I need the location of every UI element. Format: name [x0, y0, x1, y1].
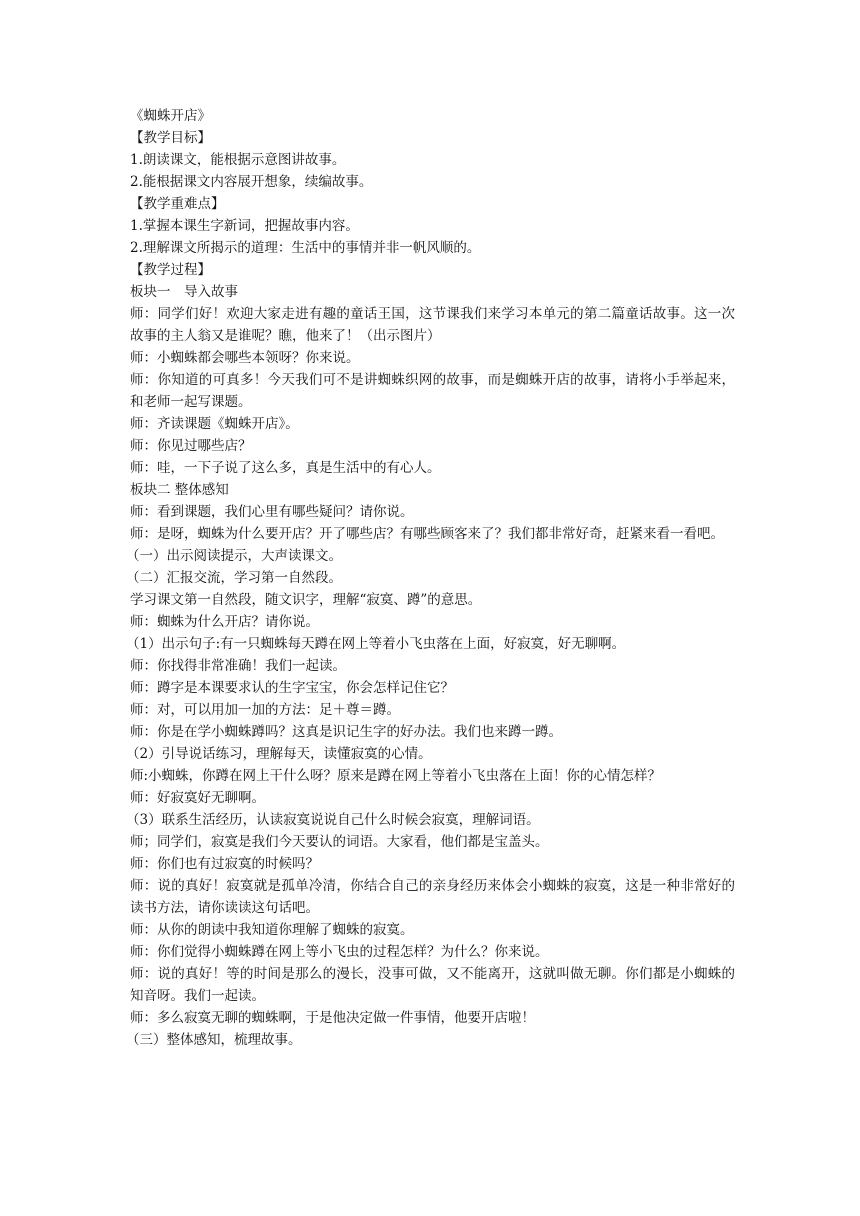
paragraph: 师：对，可以用加一加的方法：足＋尊＝蹲。	[130, 702, 400, 718]
paragraph: 师：好寂寞好无聊啊。	[130, 790, 265, 806]
paragraph: 师：你们也有过寂寞的时候吗？	[130, 856, 319, 872]
document-title: 《蜘蛛开店》	[130, 108, 211, 124]
paragraph: 师：你找得非常准确！我们一起读。	[130, 658, 346, 674]
section-heading-objectives: 【教学目标】	[130, 130, 211, 146]
paragraph: 师：说的真好！寂寞就是孤单冷清，你结合自己的亲身经历来体会小蜘蛛的寂寞，这是一种非常好的读书方法，请你读读这句话吧。	[130, 878, 735, 916]
block-heading: 板块一 导入故事	[130, 284, 238, 300]
block-heading: 板块二 整体感知	[130, 482, 229, 498]
paragraph: 师：蹲字是本课要求认的生字宝宝，你会怎样记住它？	[130, 680, 454, 696]
sub-section-heading: （三）整体感知，梳理故事。	[126, 1032, 302, 1048]
objective-item: 2.能根据课文内容展开想象，续编故事。	[130, 174, 373, 190]
paragraph: 师；同学们，寂寞是我们今天要认的词语。大家看，他们都是宝盖头。	[130, 834, 549, 850]
paragraph: 师：看到课题，我们心里有哪些疑问？请你说。	[130, 504, 414, 520]
paragraph: 学习课文第一自然段，随文识字，理解“寂寞、蹲”的意思。	[130, 592, 482, 608]
section-heading-key-points: 【教学重难点】	[130, 196, 225, 212]
paragraph: 师:小蜘蛛，你蹲在网上干什么呀？原来是蹲在网上等着小飞虫落在上面！你的心情怎样？	[130, 768, 662, 784]
key-point-item: 2.理解课文所揭示的道理：生活中的事情并非一帆风顺的。	[130, 240, 481, 256]
paragraph: 师：哇，一下子说了这么多，真是生活中的有心人。	[130, 460, 441, 476]
objective-item: 1.朗读课文，能根据示意图讲故事。	[130, 152, 346, 168]
paragraph: 师：蜘蛛为什么开店？请你说。	[130, 614, 319, 630]
paragraph: 师：多么寂寞无聊的蜘蛛啊，于是他决定做一件事情，他要开店啦！	[130, 1010, 535, 1026]
numbered-step: （1）出示句子:有一只蜘蛛每天蹲在网上等着小飞虫落在上面，好寂寞，好无聊啊。	[126, 636, 626, 652]
paragraph: 师：你是在学小蜘蛛蹲吗？这真是识记生字的好办法。我们也来蹲一蹲。	[130, 724, 562, 740]
key-point-item: 1.掌握本课生字新词，把握故事内容。	[130, 218, 359, 234]
paragraph: 师：小蜘蛛都会哪些本领呀？你来说。	[130, 350, 360, 366]
paragraph: 师：齐读课题《蜘蛛开店》。	[130, 416, 299, 432]
numbered-step: （3）联系生活经历，认读寂寞说说自己什么时候会寂寞，理解词语。	[126, 812, 540, 828]
sub-section-heading: （二）汇报交流，学习第一自然段。	[126, 570, 342, 586]
paragraph: 师：是呀，蜘蛛为什么要开店？开了哪些店？有哪些顾客来了？我们都非常好奇，赶紧来看一看吧。	[130, 526, 724, 542]
sub-section-heading: （一）出示阅读提示，大声读课文。	[126, 548, 342, 564]
section-heading-process: 【教学过程】	[130, 262, 211, 278]
paragraph: 师：从你的朗读中我知道你理解了蜘蛛的寂寞。	[130, 922, 414, 938]
paragraph: 师：同学们好！欢迎大家走进有趣的童话王国，这节课我们来学习本单元的第二篇童话故事。这一次故事的主人翁又是谁呢？瞧，他来了！（出示图片）	[130, 306, 735, 344]
numbered-step: （2）引导说话练习，理解每天，读懂寂寞的心情。	[126, 746, 432, 762]
paragraph: 师：你见过哪些店？	[130, 438, 252, 454]
paragraph: 师：说的真好！等的时间是那么的漫长，没事可做，又不能离开，这就叫做无聊。你们都是小蜘蛛的知音呀。我们一起读。	[130, 966, 735, 1004]
paragraph: 师：你知道的可真多！今天我们可不是讲蜘蛛织网的故事，而是蜘蛛开店的故事，请将小手举起来，和老师一起写课题。	[130, 372, 735, 410]
document-body	[126, 105, 735, 1051]
paragraph: 师：你们觉得小蜘蛛蹲在网上等小飞虫的过程怎样？为什么？你来说。	[130, 944, 549, 960]
